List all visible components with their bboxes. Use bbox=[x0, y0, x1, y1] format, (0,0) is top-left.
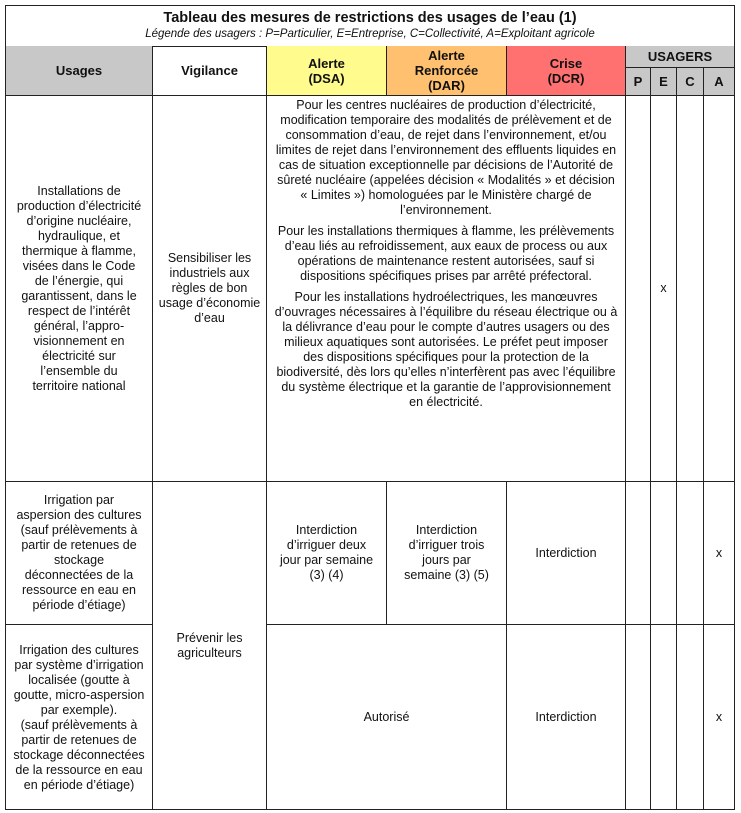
header-usages: Usages bbox=[6, 46, 153, 96]
table-title-block bbox=[6, 6, 734, 47]
row2-a: x bbox=[704, 482, 734, 625]
header-vigilance: Vigilance bbox=[153, 46, 267, 96]
row1-p bbox=[626, 96, 651, 482]
usage-aspersion: Irrigation par aspersion des cultures (sauf prélèvements à partir de retenues de stockage déconnectées de la ressource en eau en période d’étiage) bbox=[6, 482, 153, 625]
measure-nuclear: Pour les centres nucléaires de production d’électricité, modification temporaire des modalités de prélèvement et de consommation d’eau, de rejet dans l’environnement, et/ou limites de rejet dans l’environnement des effluents liquides en cas de situation exceptionnelle par décisions de l’Autorité de sûreté nucléaire (appelées décision « Modalités » et décision « Limites ») homologuées par le Ministère chargé de l’environnement. bbox=[275, 98, 617, 217]
header-alerte-renforcee: Alerte Renforcée (DAR) bbox=[387, 46, 507, 96]
row3-p bbox=[626, 625, 651, 810]
row2-e bbox=[651, 482, 677, 625]
crise-localized: Interdiction bbox=[507, 625, 626, 810]
row2-p bbox=[626, 482, 651, 625]
header-crise: Crise (DCR) bbox=[507, 46, 626, 96]
header-usagers: USAGERS bbox=[626, 46, 734, 68]
row1-e: x bbox=[651, 96, 677, 482]
row2-c bbox=[677, 482, 704, 625]
row3-c bbox=[677, 625, 704, 810]
measures-energy bbox=[267, 96, 626, 482]
alerte-localized: Autorisé bbox=[267, 625, 507, 810]
row1-c bbox=[677, 96, 704, 482]
header-p: P bbox=[626, 68, 651, 96]
table-legend: Légende des usagers : P=Particulier, E=Entreprise, C=Collectivité, A=Exploitant agricole bbox=[145, 28, 595, 40]
vigilance-industrial: Sensibiliser les industriels aux règles de bon usage d’économie d’eau bbox=[153, 96, 267, 482]
usage-localized: Irrigation des cultures par système d’irrigation localisée (goutte à goutte, micro-aspersion par exemple). (sauf prélèvements à partir de retenues de stockage déconnectées de la ressource en eau en période d’étiage) bbox=[6, 625, 153, 810]
alerte-aspersion: Interdiction d’irriguer deux jour par semaine (3) (4) bbox=[267, 482, 387, 625]
vigilance-farmers: Prévenir les agriculteurs bbox=[153, 482, 267, 810]
table-title: Tableau des mesures de restrictions des usages de l’eau (1) bbox=[163, 10, 577, 26]
header-c: C bbox=[677, 68, 704, 96]
row3-e bbox=[651, 625, 677, 810]
alerte-renforcee-aspersion: Interdiction d’irriguer trois jours par semaine (3) (5) bbox=[387, 482, 507, 625]
row1-a bbox=[704, 96, 734, 482]
header-alerte: Alerte (DSA) bbox=[267, 46, 387, 96]
measure-thermal: Pour les installations thermiques à flamme, les prélèvements d’eau liés au refroidissement, aux eaux de process ou aux opérations de maintenance restent autorisées, sauf si dispositions spécifiques prises par arrêté préfectoral. bbox=[277, 224, 615, 283]
measure-hydro: Pour les installations hydroélectriques, les manœuvres d’ouvrages nécessaires à l’équilibre du réseau électrique ou à la délivrance d’eau pour le compte d’autres usagers ou des milieux aquatiques sont autorisées. Le préfet peut imposer des dispositions spécifiques pour la protection de la biodiversité, dès lors qu’elles n’interfèrent pas avec l’équilibre du système électrique et la garantie de l’approvisionnement en électricité. bbox=[274, 290, 618, 409]
usage-nuclear: Installations de production d’électricité d’origine nucléaire, hydraulique, et thermique à flamme, visées dans le Code de l’énergie, qui garantissent, dans le respect de l’intérêt général, l’appro-visionnement en électricité sur l’ensemble du territoire national bbox=[6, 96, 153, 482]
header-a: A bbox=[704, 68, 734, 96]
crise-aspersion: Interdiction bbox=[507, 482, 626, 625]
restrictions-table bbox=[5, 5, 735, 810]
row3-a: x bbox=[715, 710, 723, 724]
header-e: E bbox=[651, 68, 677, 96]
